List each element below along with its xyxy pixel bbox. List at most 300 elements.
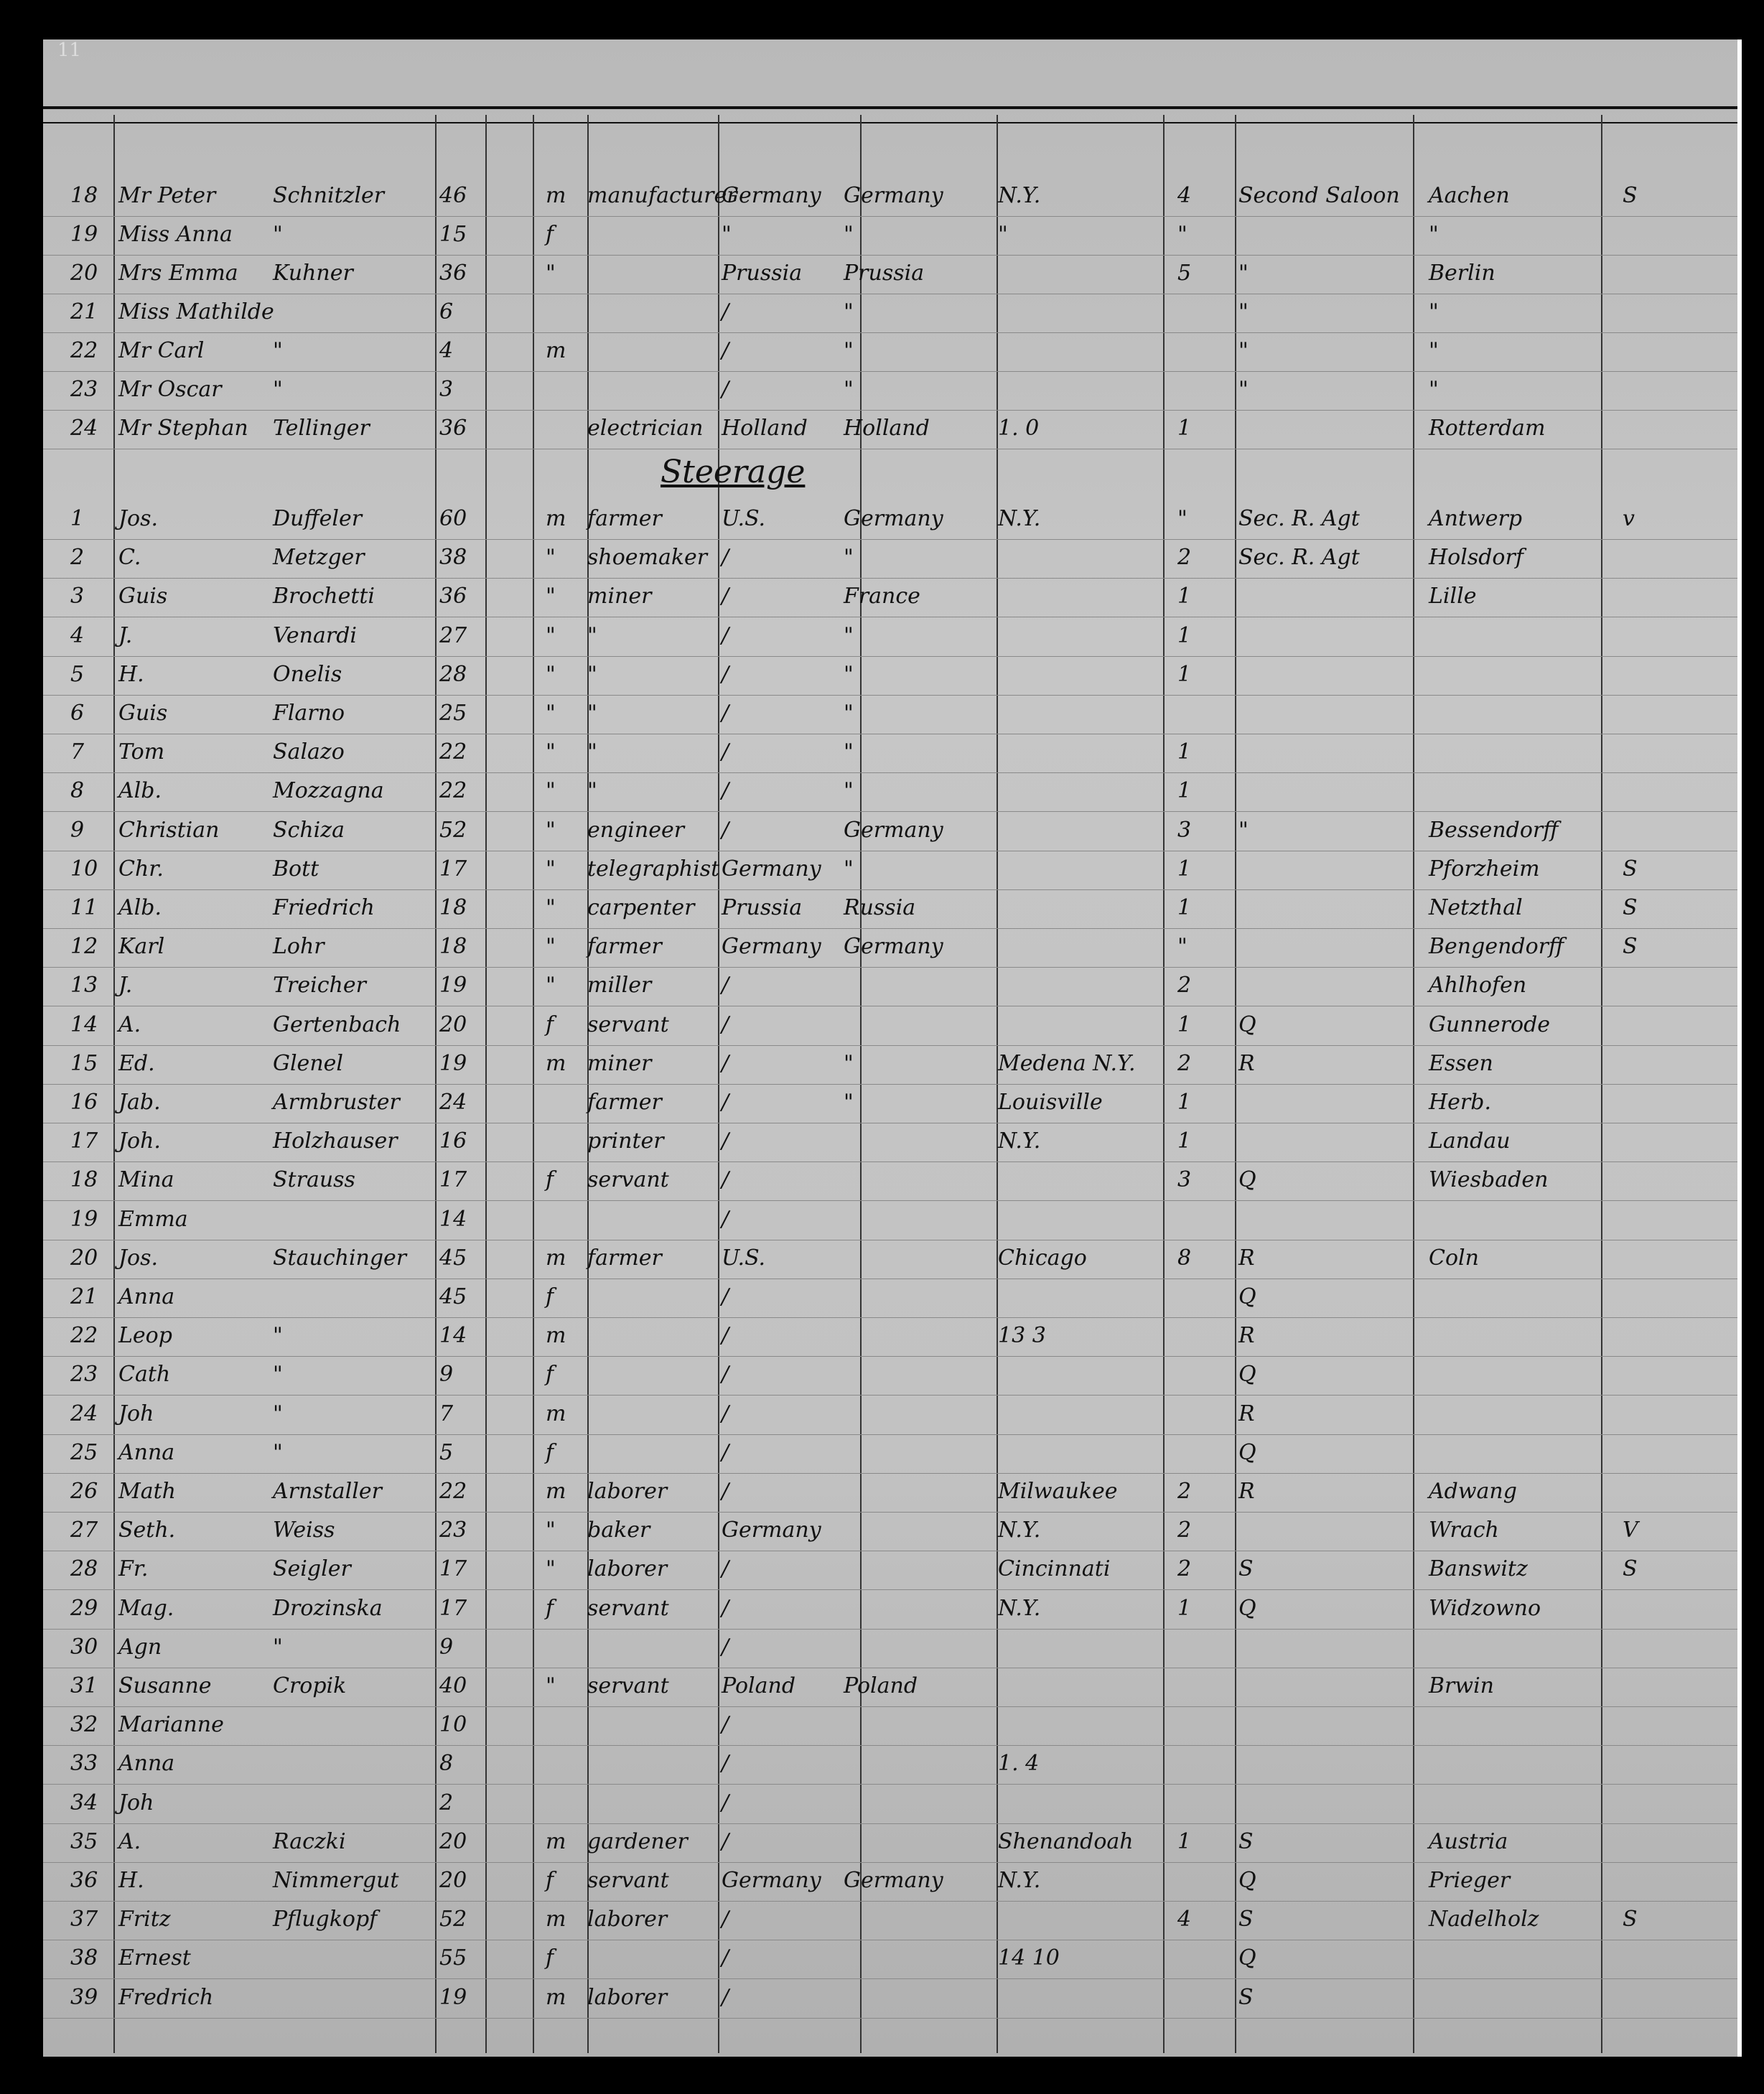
- given-name: Mrs Emma: [118, 261, 238, 286]
- sex: ": [546, 895, 556, 920]
- pieces: 2: [1177, 973, 1192, 999]
- row-number: 21: [70, 1284, 98, 1309]
- native-country: France: [844, 584, 920, 609]
- row-number: 14: [70, 1011, 98, 1037]
- row-number: 25: [70, 1439, 98, 1465]
- passenger-row: [43, 655, 1737, 696]
- row-number: 11: [70, 895, 98, 920]
- age: 5: [439, 1439, 454, 1465]
- destination: N.Y.: [998, 506, 1041, 531]
- citizenship: /: [722, 1439, 729, 1465]
- pieces: ": [1177, 934, 1187, 960]
- citizenship: Prussia: [722, 261, 803, 286]
- age: 40: [439, 1673, 467, 1698]
- citizenship: Germany: [722, 934, 821, 960]
- class: R: [1238, 1323, 1255, 1349]
- surname: ": [273, 1362, 283, 1388]
- passenger-row: [43, 1394, 1737, 1435]
- row-number: 18: [70, 1167, 98, 1193]
- row-number: 33: [70, 1751, 98, 1777]
- row-number: 13: [70, 973, 98, 999]
- destination: 14 10: [998, 1945, 1060, 1971]
- citizenship: /: [722, 377, 729, 402]
- class: ": [1238, 338, 1249, 363]
- surname: Venardi: [273, 622, 358, 648]
- passenger-row: [43, 1083, 1737, 1123]
- given-name: A.: [118, 1011, 141, 1037]
- occupation: farmer: [587, 1245, 662, 1271]
- occupation: carpenter: [587, 895, 695, 920]
- citizenship: /: [722, 1907, 729, 1932]
- occupation: baker: [587, 1518, 650, 1543]
- age: 20: [439, 1011, 467, 1037]
- citizenship: /: [722, 1751, 729, 1777]
- occupation: farmer: [587, 934, 662, 960]
- passenger-row: [43, 1549, 1737, 1590]
- destination: Milwaukee: [998, 1479, 1118, 1504]
- row-number: 2: [70, 545, 85, 571]
- given-name: Mr Stephan: [118, 416, 248, 441]
- residence: Nadelholz: [1429, 1907, 1539, 1932]
- surname: Seigler: [273, 1556, 351, 1582]
- surname: Schnitzler: [273, 183, 385, 208]
- passenger-row: [43, 1355, 1737, 1396]
- given-name: Jos.: [118, 506, 159, 531]
- citizenship: /: [722, 778, 729, 804]
- given-name: Mag.: [118, 1595, 174, 1621]
- passenger-row: [43, 176, 1737, 217]
- destination: N.Y.: [998, 1518, 1041, 1543]
- given-name: Marianne: [118, 1712, 224, 1738]
- residence: Coln: [1429, 1245, 1479, 1271]
- citizenship: /: [722, 338, 729, 363]
- occupation: miller: [587, 973, 652, 999]
- occupation: ": [587, 661, 597, 687]
- destination: Chicago: [998, 1245, 1087, 1271]
- row-number: 16: [70, 1090, 98, 1115]
- surname: Pflugkopf: [273, 1907, 378, 1932]
- destination: 1. 4: [998, 1751, 1040, 1777]
- passenger-row: [43, 292, 1737, 333]
- given-name: Alb.: [118, 895, 162, 920]
- class: S: [1238, 1556, 1254, 1582]
- sex: m: [546, 1984, 566, 2010]
- given-name: Guis: [118, 701, 168, 726]
- surname: Cropik: [273, 1673, 347, 1698]
- destination: Shenandoah: [998, 1828, 1134, 1854]
- occupation: printer: [587, 1128, 664, 1154]
- row-number: 7: [70, 739, 85, 765]
- sex: f: [546, 1868, 554, 1893]
- occupation: ": [587, 778, 597, 804]
- native-country: ": [844, 545, 854, 571]
- passenger-row: [43, 1121, 1737, 1162]
- row-number: 20: [70, 261, 98, 286]
- citizenship: /: [722, 1712, 729, 1738]
- native-country: Germany: [844, 183, 943, 208]
- class: Q: [1238, 1945, 1256, 1971]
- citizenship: /: [722, 1479, 729, 1504]
- pieces: 4: [1177, 183, 1192, 208]
- age: 18: [439, 934, 467, 960]
- given-name: Agn: [118, 1634, 162, 1660]
- native-country: ": [844, 778, 854, 804]
- surname: Tellinger: [273, 416, 370, 441]
- class: Sec. R. Agt: [1238, 545, 1360, 571]
- given-name: Guis: [118, 584, 168, 609]
- surname: Weiss: [273, 1518, 335, 1543]
- passenger-row: [43, 1822, 1737, 1863]
- given-name: Miss Mathilde: [118, 299, 274, 324]
- class: Q: [1238, 1439, 1256, 1465]
- native-country: Prussia: [844, 261, 925, 286]
- passenger-row: [43, 1589, 1737, 1630]
- sex: m: [546, 1323, 566, 1349]
- occupation: farmer: [587, 506, 662, 531]
- given-name: Anna: [118, 1284, 175, 1309]
- age: 36: [439, 584, 467, 609]
- given-name: C.: [118, 545, 141, 571]
- passenger-row: [43, 693, 1737, 734]
- age: 55: [439, 1945, 467, 1971]
- pieces: 1: [1177, 856, 1192, 882]
- occupation: ": [587, 739, 597, 765]
- native-country: Poland: [844, 1673, 918, 1698]
- pieces: 1: [1177, 895, 1192, 920]
- row-number: 4: [70, 622, 85, 648]
- residence: Lille: [1429, 584, 1477, 609]
- native-country: ": [844, 739, 854, 765]
- surname: ": [273, 1439, 283, 1465]
- occupation: servant: [587, 1595, 669, 1621]
- mark: S: [1623, 1556, 1638, 1582]
- residence: Pforzheim: [1429, 856, 1540, 882]
- passenger-row: [43, 732, 1737, 773]
- native-country: Germany: [844, 817, 943, 843]
- destination: N.Y.: [998, 1595, 1041, 1621]
- passenger-row: [43, 1200, 1737, 1240]
- row-number: 38: [70, 1945, 98, 1971]
- pieces: 3: [1177, 817, 1192, 843]
- citizenship: /: [722, 1011, 729, 1037]
- citizenship: ": [722, 222, 732, 247]
- given-name: Jos.: [118, 1245, 159, 1271]
- occupation: servant: [587, 1167, 669, 1193]
- age: 60: [439, 506, 467, 531]
- citizenship: /: [722, 739, 729, 765]
- age: 24: [439, 1090, 467, 1115]
- age: 17: [439, 856, 467, 882]
- surname: Strauss: [273, 1167, 355, 1193]
- row-number: 15: [70, 1050, 98, 1076]
- destination: 1. 0: [998, 416, 1040, 441]
- occupation: farmer: [587, 1090, 662, 1115]
- sex: m: [546, 183, 566, 208]
- row-number: 6: [70, 701, 85, 726]
- age: 28: [439, 661, 467, 687]
- citizenship: Prussia: [722, 895, 803, 920]
- row-number: 17: [70, 1128, 98, 1154]
- surname: Raczki: [273, 1828, 346, 1854]
- residence: Antwerp: [1429, 506, 1523, 531]
- age: 3: [439, 377, 454, 402]
- sex: f: [546, 1439, 554, 1465]
- given-name: Leop: [118, 1323, 172, 1349]
- age: 36: [439, 416, 467, 441]
- row-number: 37: [70, 1907, 98, 1932]
- surname: Mozzagna: [273, 778, 384, 804]
- passenger-row: [43, 1316, 1737, 1357]
- passenger-row: [43, 1899, 1737, 1940]
- occupation: electrician: [587, 416, 704, 441]
- sex: f: [546, 222, 554, 247]
- destination: Medena N.Y.: [998, 1050, 1136, 1076]
- class: Second Saloon: [1238, 183, 1400, 208]
- row-number: 39: [70, 1984, 98, 2010]
- age: 38: [439, 545, 467, 571]
- given-name: Susanne: [118, 1673, 212, 1698]
- passenger-row: [43, 1472, 1737, 1513]
- occupation: ": [587, 701, 597, 726]
- surname: Treicher: [273, 973, 366, 999]
- residence: Brwin: [1429, 1673, 1494, 1698]
- residence: Gunnerode: [1429, 1011, 1551, 1037]
- citizenship: /: [722, 1323, 729, 1349]
- residence: Austria: [1429, 1828, 1508, 1854]
- sex: ": [546, 778, 556, 804]
- passenger-row: [43, 1433, 1737, 1474]
- occupation: laborer: [587, 1984, 668, 2010]
- given-name: Fredrich: [118, 1984, 214, 2010]
- pieces: 2: [1177, 545, 1192, 571]
- passenger-row: [43, 538, 1737, 579]
- header-rule: [43, 122, 1737, 123]
- age: 22: [439, 778, 467, 804]
- age: 14: [439, 1323, 467, 1349]
- passenger-row: [43, 576, 1737, 617]
- row-number: 3: [70, 584, 85, 609]
- class: S: [1238, 1984, 1254, 2010]
- class: Q: [1238, 1167, 1256, 1193]
- age: 20: [439, 1868, 467, 1893]
- surname: Holzhauser: [273, 1128, 398, 1154]
- citizenship: /: [722, 701, 729, 726]
- age: 14: [439, 1206, 467, 1232]
- row-number: 19: [70, 222, 98, 247]
- native-country: ": [844, 622, 854, 648]
- native-country: Russia: [844, 895, 916, 920]
- citizenship: /: [722, 584, 729, 609]
- given-name: Jab.: [118, 1090, 161, 1115]
- sex: ": [546, 817, 556, 843]
- row-number: 18: [70, 183, 98, 208]
- citizenship: Germany: [722, 183, 821, 208]
- age: 15: [439, 222, 467, 247]
- mark: V: [1623, 1518, 1638, 1543]
- surname: Drozinska: [273, 1595, 383, 1621]
- pieces: 3: [1177, 1167, 1192, 1193]
- residence: Adwang: [1429, 1479, 1517, 1504]
- destination: Louisville: [998, 1090, 1103, 1115]
- citizenship: U.S.: [722, 1245, 766, 1271]
- citizenship: /: [722, 1167, 729, 1193]
- given-name: Ed.: [118, 1050, 155, 1076]
- surname: Flarno: [273, 701, 345, 726]
- given-name: J.: [118, 973, 133, 999]
- sex: ": [546, 701, 556, 726]
- sex: ": [546, 739, 556, 765]
- age: 52: [439, 817, 467, 843]
- given-name: Joh: [118, 1401, 154, 1426]
- occupation: miner: [587, 1050, 652, 1076]
- row-number: 27: [70, 1518, 98, 1543]
- given-name: Joh: [118, 1790, 154, 1815]
- sex: ": [546, 934, 556, 960]
- given-name: Joh.: [118, 1128, 161, 1154]
- passenger-row: [43, 966, 1737, 1006]
- age: 10: [439, 1712, 467, 1738]
- residence: Ahlhofen: [1429, 973, 1527, 999]
- pieces: 2: [1177, 1479, 1192, 1504]
- given-name: Fr.: [118, 1556, 149, 1582]
- residence: Herb.: [1429, 1090, 1491, 1115]
- passenger-row: [43, 1744, 1737, 1785]
- passenger-row: [43, 1277, 1737, 1318]
- row-number: 22: [70, 338, 98, 363]
- mark: S: [1623, 895, 1638, 920]
- native-country: Germany: [844, 1868, 943, 1893]
- age: 18: [439, 895, 467, 920]
- surname: Glenel: [273, 1050, 343, 1076]
- age: 19: [439, 1984, 467, 2010]
- given-name: H.: [118, 1868, 144, 1893]
- sex: m: [546, 1050, 566, 1076]
- class: ": [1238, 299, 1249, 324]
- age: 17: [439, 1595, 467, 1621]
- class: R: [1238, 1050, 1255, 1076]
- pieces: 8: [1177, 1245, 1192, 1271]
- age: 8: [439, 1751, 454, 1777]
- native-country: Holland: [844, 416, 930, 441]
- given-name: Tom: [118, 739, 165, 765]
- surname: Bott: [273, 856, 319, 882]
- surname: ": [273, 1323, 283, 1349]
- surname: Metzger: [273, 545, 365, 571]
- citizenship: /: [722, 1790, 729, 1815]
- occupation: servant: [587, 1011, 669, 1037]
- sex: m: [546, 1245, 566, 1271]
- residence: Wrach: [1429, 1518, 1499, 1543]
- class: Q: [1238, 1868, 1256, 1893]
- citizenship: /: [722, 1206, 729, 1232]
- age: 22: [439, 739, 467, 765]
- native-country: ": [844, 661, 854, 687]
- passenger-row: [43, 888, 1737, 929]
- occupation: servant: [587, 1673, 669, 1698]
- age: 27: [439, 622, 467, 648]
- residence: Rotterdam: [1429, 416, 1546, 441]
- passenger-row: [43, 1783, 1737, 1824]
- citizenship: Poland: [722, 1673, 796, 1698]
- sex: f: [546, 1011, 554, 1037]
- surname: ": [273, 1401, 283, 1426]
- pieces: ": [1177, 506, 1187, 531]
- citizenship: /: [722, 1128, 729, 1154]
- age: 9: [439, 1362, 454, 1388]
- residence: ": [1429, 222, 1439, 247]
- class: R: [1238, 1401, 1255, 1426]
- age: 4: [439, 338, 454, 363]
- given-name: Ernest: [118, 1945, 191, 1971]
- class: Q: [1238, 1595, 1256, 1621]
- passenger-row: [43, 1861, 1737, 1902]
- native-country: ": [844, 222, 854, 247]
- sex: f: [546, 1945, 554, 1971]
- age: 36: [439, 261, 467, 286]
- passenger-row: [43, 1666, 1737, 1707]
- citizenship: U.S.: [722, 506, 766, 531]
- citizenship: /: [722, 661, 729, 687]
- pieces: 1: [1177, 622, 1192, 648]
- age: 22: [439, 1479, 467, 1504]
- sex: ": [546, 622, 556, 648]
- citizenship: /: [722, 1556, 729, 1582]
- occupation: engineer: [587, 817, 685, 843]
- age: 25: [439, 701, 467, 726]
- surname: ": [273, 377, 283, 402]
- age: 17: [439, 1167, 467, 1193]
- occupation: laborer: [587, 1556, 668, 1582]
- mark: S: [1623, 934, 1638, 960]
- given-name: Anna: [118, 1751, 175, 1777]
- passenger-row: [43, 215, 1737, 256]
- pieces: 1: [1177, 1595, 1192, 1621]
- row-number: 20: [70, 1245, 98, 1271]
- pieces: 1: [1177, 1090, 1192, 1115]
- given-name: Anna: [118, 1439, 175, 1465]
- passenger-row: [43, 253, 1737, 294]
- row-number: 22: [70, 1323, 98, 1349]
- native-country: ": [844, 856, 854, 882]
- sex: ": [546, 856, 556, 882]
- row-number: 36: [70, 1868, 98, 1893]
- row-number: 1: [70, 506, 85, 531]
- citizenship: /: [722, 1984, 729, 2010]
- row-number: 29: [70, 1595, 98, 1621]
- age: 19: [439, 973, 467, 999]
- class: S: [1238, 1907, 1254, 1932]
- row-number: 35: [70, 1828, 98, 1854]
- row-number: 30: [70, 1634, 98, 1660]
- residence: Netzthal: [1429, 895, 1523, 920]
- native-country: ": [844, 701, 854, 726]
- sex: m: [546, 1401, 566, 1426]
- class: ": [1238, 377, 1249, 402]
- sex: ": [546, 1673, 556, 1698]
- destination: 13 3: [998, 1323, 1046, 1349]
- row-number: 8: [70, 778, 85, 804]
- class: R: [1238, 1245, 1255, 1271]
- residence: Aachen: [1429, 183, 1510, 208]
- given-name: Mr Peter: [118, 183, 216, 208]
- passenger-row: [43, 370, 1737, 411]
- citizenship: /: [722, 817, 729, 843]
- occupation: telegraphist: [587, 856, 720, 882]
- mark: S: [1623, 183, 1638, 208]
- class: Q: [1238, 1284, 1256, 1309]
- pieces: 1: [1177, 1011, 1192, 1037]
- residence: Prieger: [1429, 1868, 1511, 1893]
